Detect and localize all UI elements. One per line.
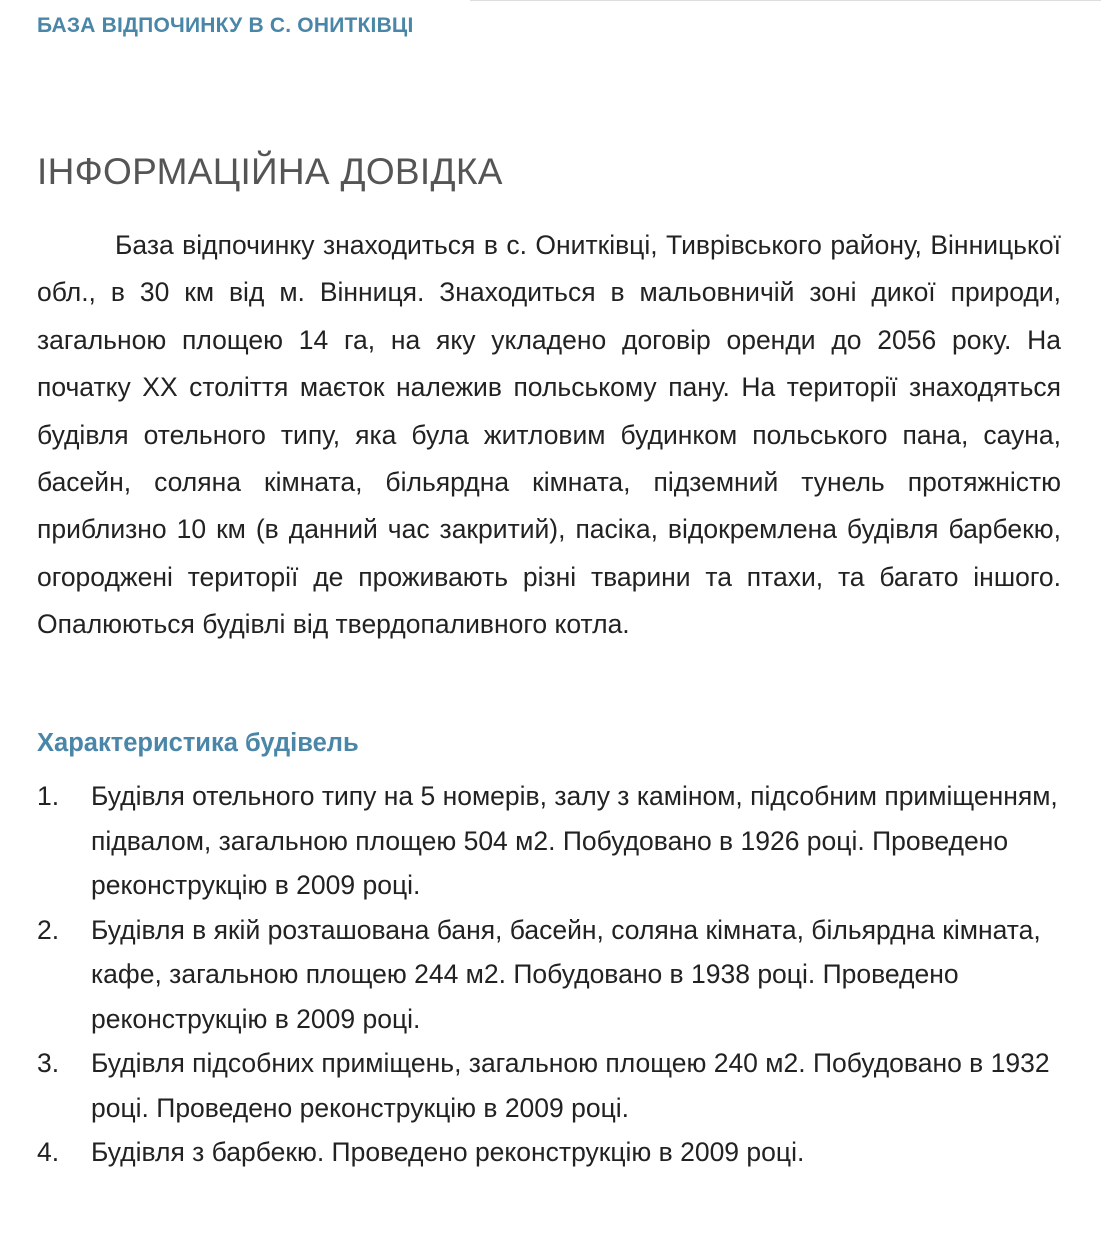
page-header: БАЗА ВІДПОЧИНКУ В С. ОНИТКІВЦІ: [37, 14, 414, 37]
list-item: [37, 1041, 1061, 1130]
buildings-list: [37, 774, 1061, 1175]
list-item-number: 2.: [37, 914, 60, 945]
list-item: [37, 908, 1061, 1042]
list-item-number: 4.: [37, 1137, 60, 1167]
list-item-text: Будівля отельного типу на 5 номерів, залу з каміном, підсобним приміщенням, підвалом, загальною площею 504 м2. Побудовано в 1926 році. Проведено реконструкцію в 2009 році.: [91, 781, 1058, 900]
list-item-number: 3.: [37, 1048, 60, 1078]
intro-paragraph: База відпочинку знаходиться в с. Онитківці, Тиврівського району, Вінницької обл., в 30 км від м. Вінниця. Знаходиться в мальовничій зоні дикої природи, загальною площею 14 га, на яку укладено договір оренди до 2056 року. На початку ХХ століття маєток належив польському пану. На території знаходяться будівля отельного типу, яка була житловим будинком польського пана, сауна, басейн, соляна кімната, більярдна кімната, підземний тунель протяжністю приблизно 10 км (в данний час закритий), пасіка, відокремлена будівля барбекю, огороджені території де проживають різні тварини та птахи, та багато іншого. Опалюються будівлі від твердопаливного котла.: [37, 230, 1061, 640]
list-item-text: Будівля підсобних приміщень, загальною площею 240 м2. Побудовано в 1932 році. Проведено реконструкцію в 2009 році.: [91, 1048, 1050, 1123]
list-item-text: Будівля в якій розташована баня, басейн, соляна кімната, більярдна кімната, кафе, загальною площею 244 м2. Побудовано в 1938 році. Проведено реконструкцію в 2009 році.: [91, 914, 1041, 1034]
page-title: ІНФОРМАЦІЙНА ДОВІДКА: [37, 151, 503, 192]
list-item-number: 1.: [37, 781, 60, 811]
list-item: [37, 1130, 1061, 1175]
top-divider: [470, 0, 1101, 1]
section-title-buildings: Характеристика будівель: [37, 729, 359, 757]
list-item-text: Будівля з барбекю. Проведено реконструкцію в 2009 році.: [91, 1137, 805, 1167]
list-item: [37, 774, 1061, 908]
